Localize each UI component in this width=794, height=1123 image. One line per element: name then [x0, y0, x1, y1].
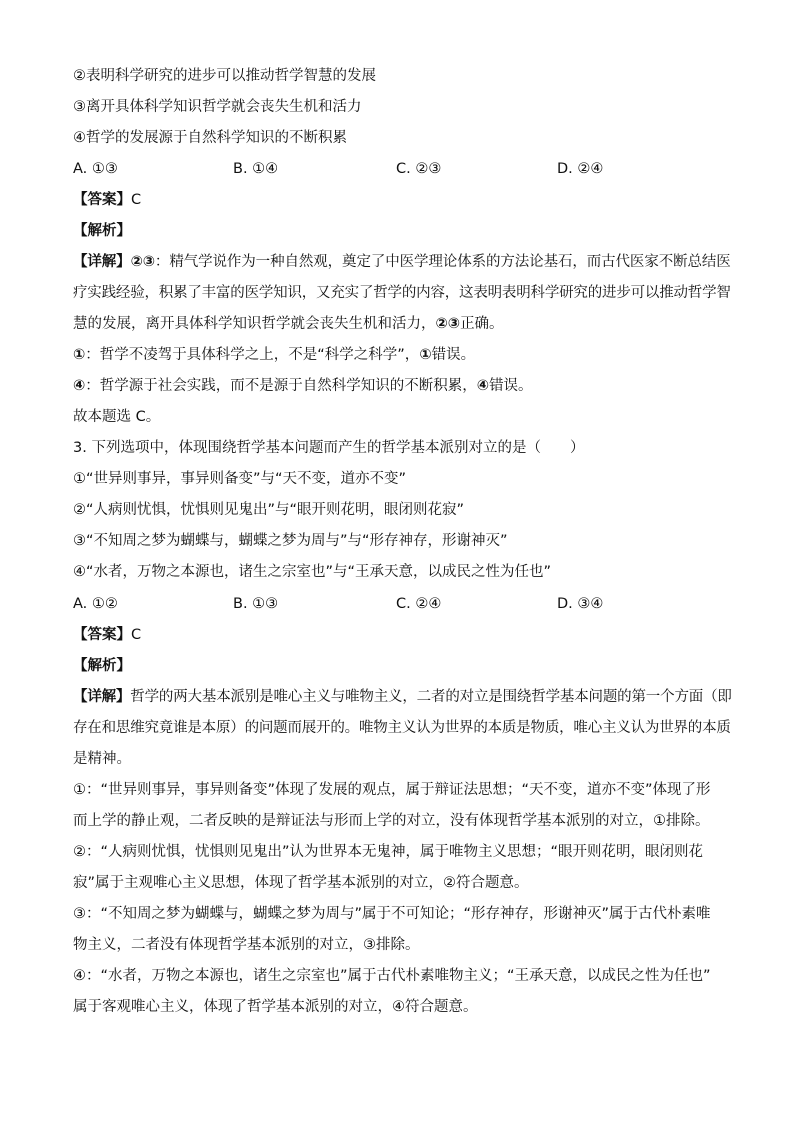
q2-option-c: C. ②③: [396, 161, 442, 177]
q3-detail-line-3: 是精神。: [73, 751, 131, 767]
q3-detail-line-10: ④：“水者，万物之本源也，诸生之宗室也”属于古代朴素唯物主义；“王承天意，以成民之性为任也”: [73, 968, 711, 984]
q2-item-4: ④哲学的发展源于自然科学知识的不断积累: [73, 130, 347, 146]
q3-item-3: ③“不知周之梦为蝴蝶与，蝴蝶之梦为周与”与“形存神存，形谢神灭”: [73, 533, 508, 549]
q3-detail-line-5: 而上学的静止观，二者反映的是辩证法与形而上学的对立，没有体现哲学基本派别的对立，①排除。: [73, 813, 710, 829]
note-end: 错误。: [489, 378, 533, 394]
q3-detail-line-11: 属于客观唯心主义，体现了哲学基本派别的对立，④符合题意。: [73, 999, 478, 1015]
q2-conclusion: 故本题选 C。: [73, 409, 161, 425]
note-mark: ④: [73, 378, 86, 394]
q3-analysis-tag: 【解析】: [73, 658, 131, 674]
q3-option-a: A. ①②: [73, 596, 118, 612]
answer-tag: 【答案】: [73, 192, 131, 208]
q3-detail-line-7: 寂”属于主观唯心主义思想，体现了哲学基本派别的对立，②符合题意。: [73, 875, 529, 891]
detail-prefix: ②③: [130, 254, 155, 270]
q3-item-2: ②“人病则忧惧，忧惧则见鬼出”与“眼开则花明，眼闭则花寂”: [73, 502, 465, 518]
q2-note-2: [73, 376, 733, 396]
q2-item-3: ③离开具体科学知识哲学就会丧失生机和活力: [73, 99, 362, 115]
detail-text: 哲学的两大基本派别是唯心主义与唯物主义，二者的对立是围绕哲学基本问题的第一个方面（即: [130, 689, 732, 705]
q3-options: [73, 594, 733, 614]
q3-detail-line-1: [73, 687, 733, 707]
q3-detail-line-6: ②：“人病则忧惧，忧惧则见鬼出”认为世界本无鬼神，属于唯物主义思想；“眼开则花明，眼闭则花: [73, 844, 704, 860]
q2-detail-line-2: 疗实践经验，积累了丰富的医学知识，又充实了哲学的内容，这表明表明科学研究的进步可以推动哲学智: [73, 285, 731, 301]
q2-note-1: [73, 345, 733, 365]
q3-option-b: B. ①③: [233, 596, 279, 612]
note-mark: ①: [73, 347, 86, 363]
answer-value: C: [131, 627, 142, 643]
q2-option-a: A. ①③: [73, 161, 118, 177]
q2-options: [73, 159, 733, 179]
answer-tag: 【答案】: [73, 627, 131, 643]
q3-item-1: ①“世异则事异，事异则备变”与“天不变，道亦不变”: [73, 471, 407, 487]
q2-analysis-tag: 【解析】: [73, 223, 131, 239]
detail-text: ：精气学说作为一种自然观，奠定了中医学理论体系的方法论基石，而古代医家不断总结医: [154, 254, 731, 270]
note-text: ：哲学不凌驾于具体科学之上，不是“科学之科学”，: [85, 347, 420, 363]
q3-answer: [73, 625, 733, 645]
q2-detail-line-3: [73, 314, 733, 334]
note-end: 错误。: [431, 347, 476, 363]
note-text: ：哲学源于社会实践，而不是源于自然科学知识的不断积累，: [85, 378, 477, 394]
note-mark: ①: [419, 347, 432, 363]
detail-end-text: 正确。: [460, 316, 504, 332]
q3-detail-line-2: 存在和思维究竟谁是本原）的问题而展开的。唯物主义认为世界的本质是物质，唯心主义认为世界的本质: [73, 720, 731, 736]
q3-detail-line-8: ③：“不知周之梦为蝴蝶与，蝴蝶之梦为周与”属于不可知论；“形存神存，形谢神灭”属于古代朴素唯: [73, 906, 711, 922]
q3-detail-line-4: ①：“世异则事异，事异则备变”体现了发展的观点，属于辩证法思想；“天不变，道亦不变”体现了形: [73, 782, 711, 798]
q3-item-4: ④“水者，万物之本源也，诸生之宗室也”与“王承天意，以成民之性为任也”: [73, 564, 552, 580]
q2-detail-line-1: [73, 252, 733, 272]
q3-stem: 3. 下列选项中，体现围绕哲学基本问题而产生的哲学基本派别对立的是（ ）: [73, 440, 585, 456]
answer-value: C: [131, 192, 142, 208]
q3-option-c: C. ②④: [396, 596, 442, 612]
q2-option-b: B. ①④: [233, 161, 279, 177]
detail-text: 慧的发展，离开具体科学知识哲学就会丧失生机和活力，: [73, 316, 436, 332]
q2-option-d: D. ②④: [557, 161, 604, 177]
q3-option-d: D. ③④: [557, 596, 604, 612]
detail-tag: 【详解】: [73, 689, 131, 705]
note-mark: ④: [476, 378, 490, 394]
q2-item-2: ②表明科学研究的进步可以推动哲学智慧的发展: [73, 68, 376, 84]
q2-answer: [73, 190, 733, 210]
detail-tag: 【详解】: [73, 254, 131, 270]
detail-end-mark: ②③: [435, 316, 461, 332]
q3-detail-line-9: 物主义，二者没有体现哲学基本派别的对立，③排除。: [73, 937, 420, 953]
